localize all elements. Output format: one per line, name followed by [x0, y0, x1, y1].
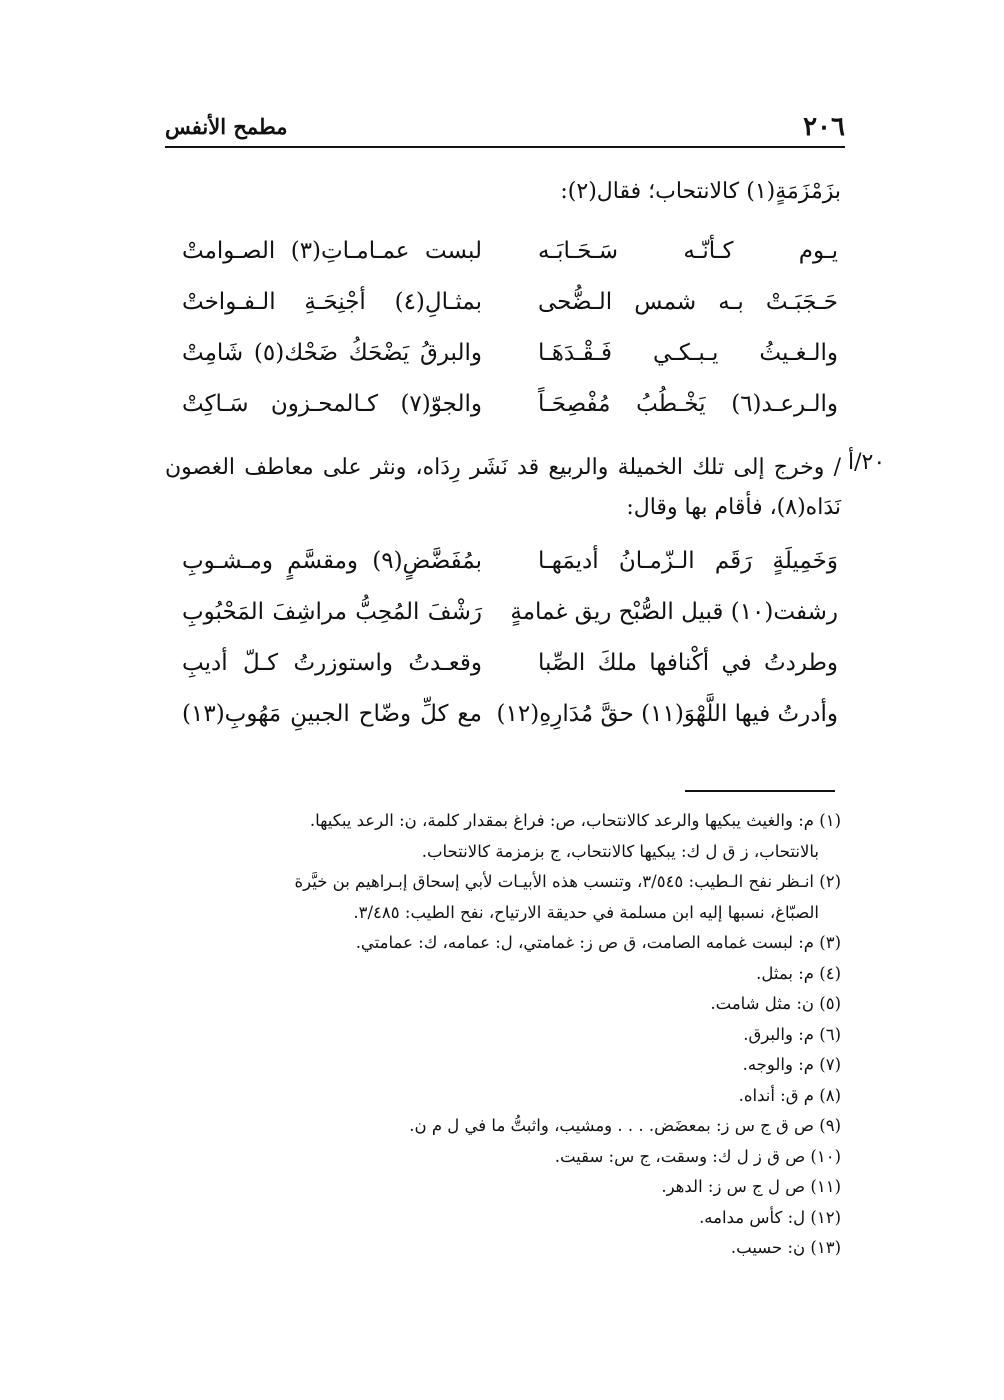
page-header: [165, 106, 845, 146]
verse-first-hemistich: رشفت(١٠) قبيل الصُّبْح ريق غمامةٍ: [510, 599, 838, 625]
footnote: [165, 1233, 841, 1264]
verse: [170, 650, 838, 701]
intro-line: بزَمْزَمَةٍ(١) كالانتحاب؛ فقال(٢):: [560, 179, 841, 204]
manuscript-folio-ref: ٢٠/أ: [848, 450, 886, 475]
footnote: [165, 1050, 841, 1081]
prose-paragraph: / وخرج إلى تلك الخميلة والربيع قد نَشَر رِدَاه، ونثر على معاطف الغصون نَدَاه(٨)، فأقام بها وقال:: [165, 455, 841, 520]
verse-first-hemistich: والـغـيثُ يـبـكـي فَـقْـدَهَـا: [538, 340, 838, 366]
verse-second-hemistich: بمُفَضَّضٍ(٩) ومقسَّمٍ ومـشـوبِ: [182, 548, 482, 574]
footnote-line: (١٠) ص ق ز ل ك: وسقت، ج س: سقيت.: [554, 1146, 841, 1166]
footnote-line: (٤) م: بمثل.: [756, 963, 841, 983]
footnote-line: (١٢) ل: كأس مدامه.: [699, 1207, 841, 1227]
verse: [170, 289, 838, 340]
header-rule: [165, 146, 845, 148]
footnote-line: (٥) ن: مثل شامت.: [710, 994, 841, 1013]
footnote-line: (١) م: والغيث يبكيها والرعد كالانتحاب، ص: فراغ بمقدار كلمة، ن: الرعد يبكيها.: [309, 811, 841, 830]
footnote: [165, 1081, 841, 1112]
verse-first-hemistich: يـوم كـأنّـه سَـحَـابَـه: [538, 238, 838, 264]
footnote: [165, 806, 841, 867]
verse-second-hemistich: والبرقُ يَضْحَكُ ضَحْك(٥) شَامِتْ: [182, 340, 482, 366]
footnote-line: (١١) ص ل ج س ز: الدهر.: [661, 1177, 841, 1196]
footnotes: [165, 806, 841, 1264]
verse-first-hemistich: وأدرتُ فيها اللَّهْوَ(١١) حقَّ مُدَارِهِ(١٢): [496, 701, 838, 727]
verse: [170, 238, 838, 289]
footnote: [165, 1020, 841, 1051]
verse: [170, 701, 838, 752]
footnote: [165, 1111, 841, 1142]
footnote: [165, 959, 841, 990]
verse: [170, 391, 838, 442]
footnote-rule: [685, 790, 835, 792]
verse-second-hemistich: وقعـدتُ واستوزرتُ كـلّ أديبِ: [182, 650, 482, 676]
footnote-line: (٩) ص ق ج س ز: بمعضَض. . . . ومشيب، واثبتُّ ما في ل م ن.: [409, 1116, 841, 1135]
footnote: [165, 1172, 841, 1203]
verse: [170, 548, 838, 599]
verse-second-hemistich: رَشْفَ المُحِبُّ مراشِفَ المَحْبُوبِ: [182, 599, 482, 625]
poem-first: [170, 238, 838, 442]
poem-second: [170, 548, 838, 752]
verse-first-hemistich: حَـجَبَـتْ بـه شمس الـضُّحى: [538, 289, 838, 315]
verse-second-hemistich: مع كلِّ وضّاح الجبينِ مَهُوبِ(١٣): [182, 701, 482, 727]
page-number: ٢٠٦: [803, 112, 845, 142]
footnote-line: (٨) م ق: أنداه.: [738, 1085, 841, 1105]
footnote-line: (٧) م: والوجه.: [742, 1055, 841, 1074]
footnote-line: بالانتحاب، ز ق ل ك: يبكيها كالانتحاب، ج بزمزمة كالانتحاب.: [421, 841, 819, 861]
verse-second-hemistich: بمثـالِ(٤) أجْنِحَـةِ الـفـواختْ: [182, 289, 482, 315]
footnote: [165, 1203, 841, 1234]
verse: [170, 340, 838, 391]
footnote-line: (٣) م: لبست غمامه الصامت، ق ص ز: غمامتي، ل: عمامه، ك: عمامتي.: [355, 933, 841, 952]
running-title: مطمح الأنفس: [165, 114, 288, 139]
footnote: [165, 867, 841, 928]
footnote-line: (٦) م: والبرق.: [743, 1024, 841, 1044]
verse: [170, 599, 838, 650]
verse-first-hemistich: والـرعـد(٦) يَخْـطُبُ مُفْصِحَـاً: [538, 391, 838, 417]
footnote: [165, 928, 841, 959]
footnote-line: (٢) انـظر نفح الـطيب: ٣/٥٤٥، وتنسب هذه الأبيـات لأبي إسحاق إبـراهيم بن خيَّرة: [294, 872, 841, 891]
footnote-line: (١٣) ن: حسيب.: [730, 1238, 841, 1257]
verse-first-hemistich: وَخَمِيلَةٍ رَقَم الـزّمـانُ أديمَهـا: [538, 548, 838, 574]
verse-second-hemistich: والجوّ(٧) كـالمحـزون سَـاكِتْ: [182, 391, 482, 417]
footnote-line: الصبّاغ، نسبها إليه ابن مسلمة في حديقة الارتياح، نفح الطيب: ٣/٤٨٥.: [353, 902, 819, 922]
verse-second-hemistich: لبست عمـامـاتِ(٣) الصـوامتْ: [182, 238, 482, 264]
footnote: [165, 1142, 841, 1173]
footnote: [165, 989, 841, 1020]
verse-first-hemistich: وطردتُ في أكْنافها ملكَ الصِّبا: [538, 650, 838, 676]
